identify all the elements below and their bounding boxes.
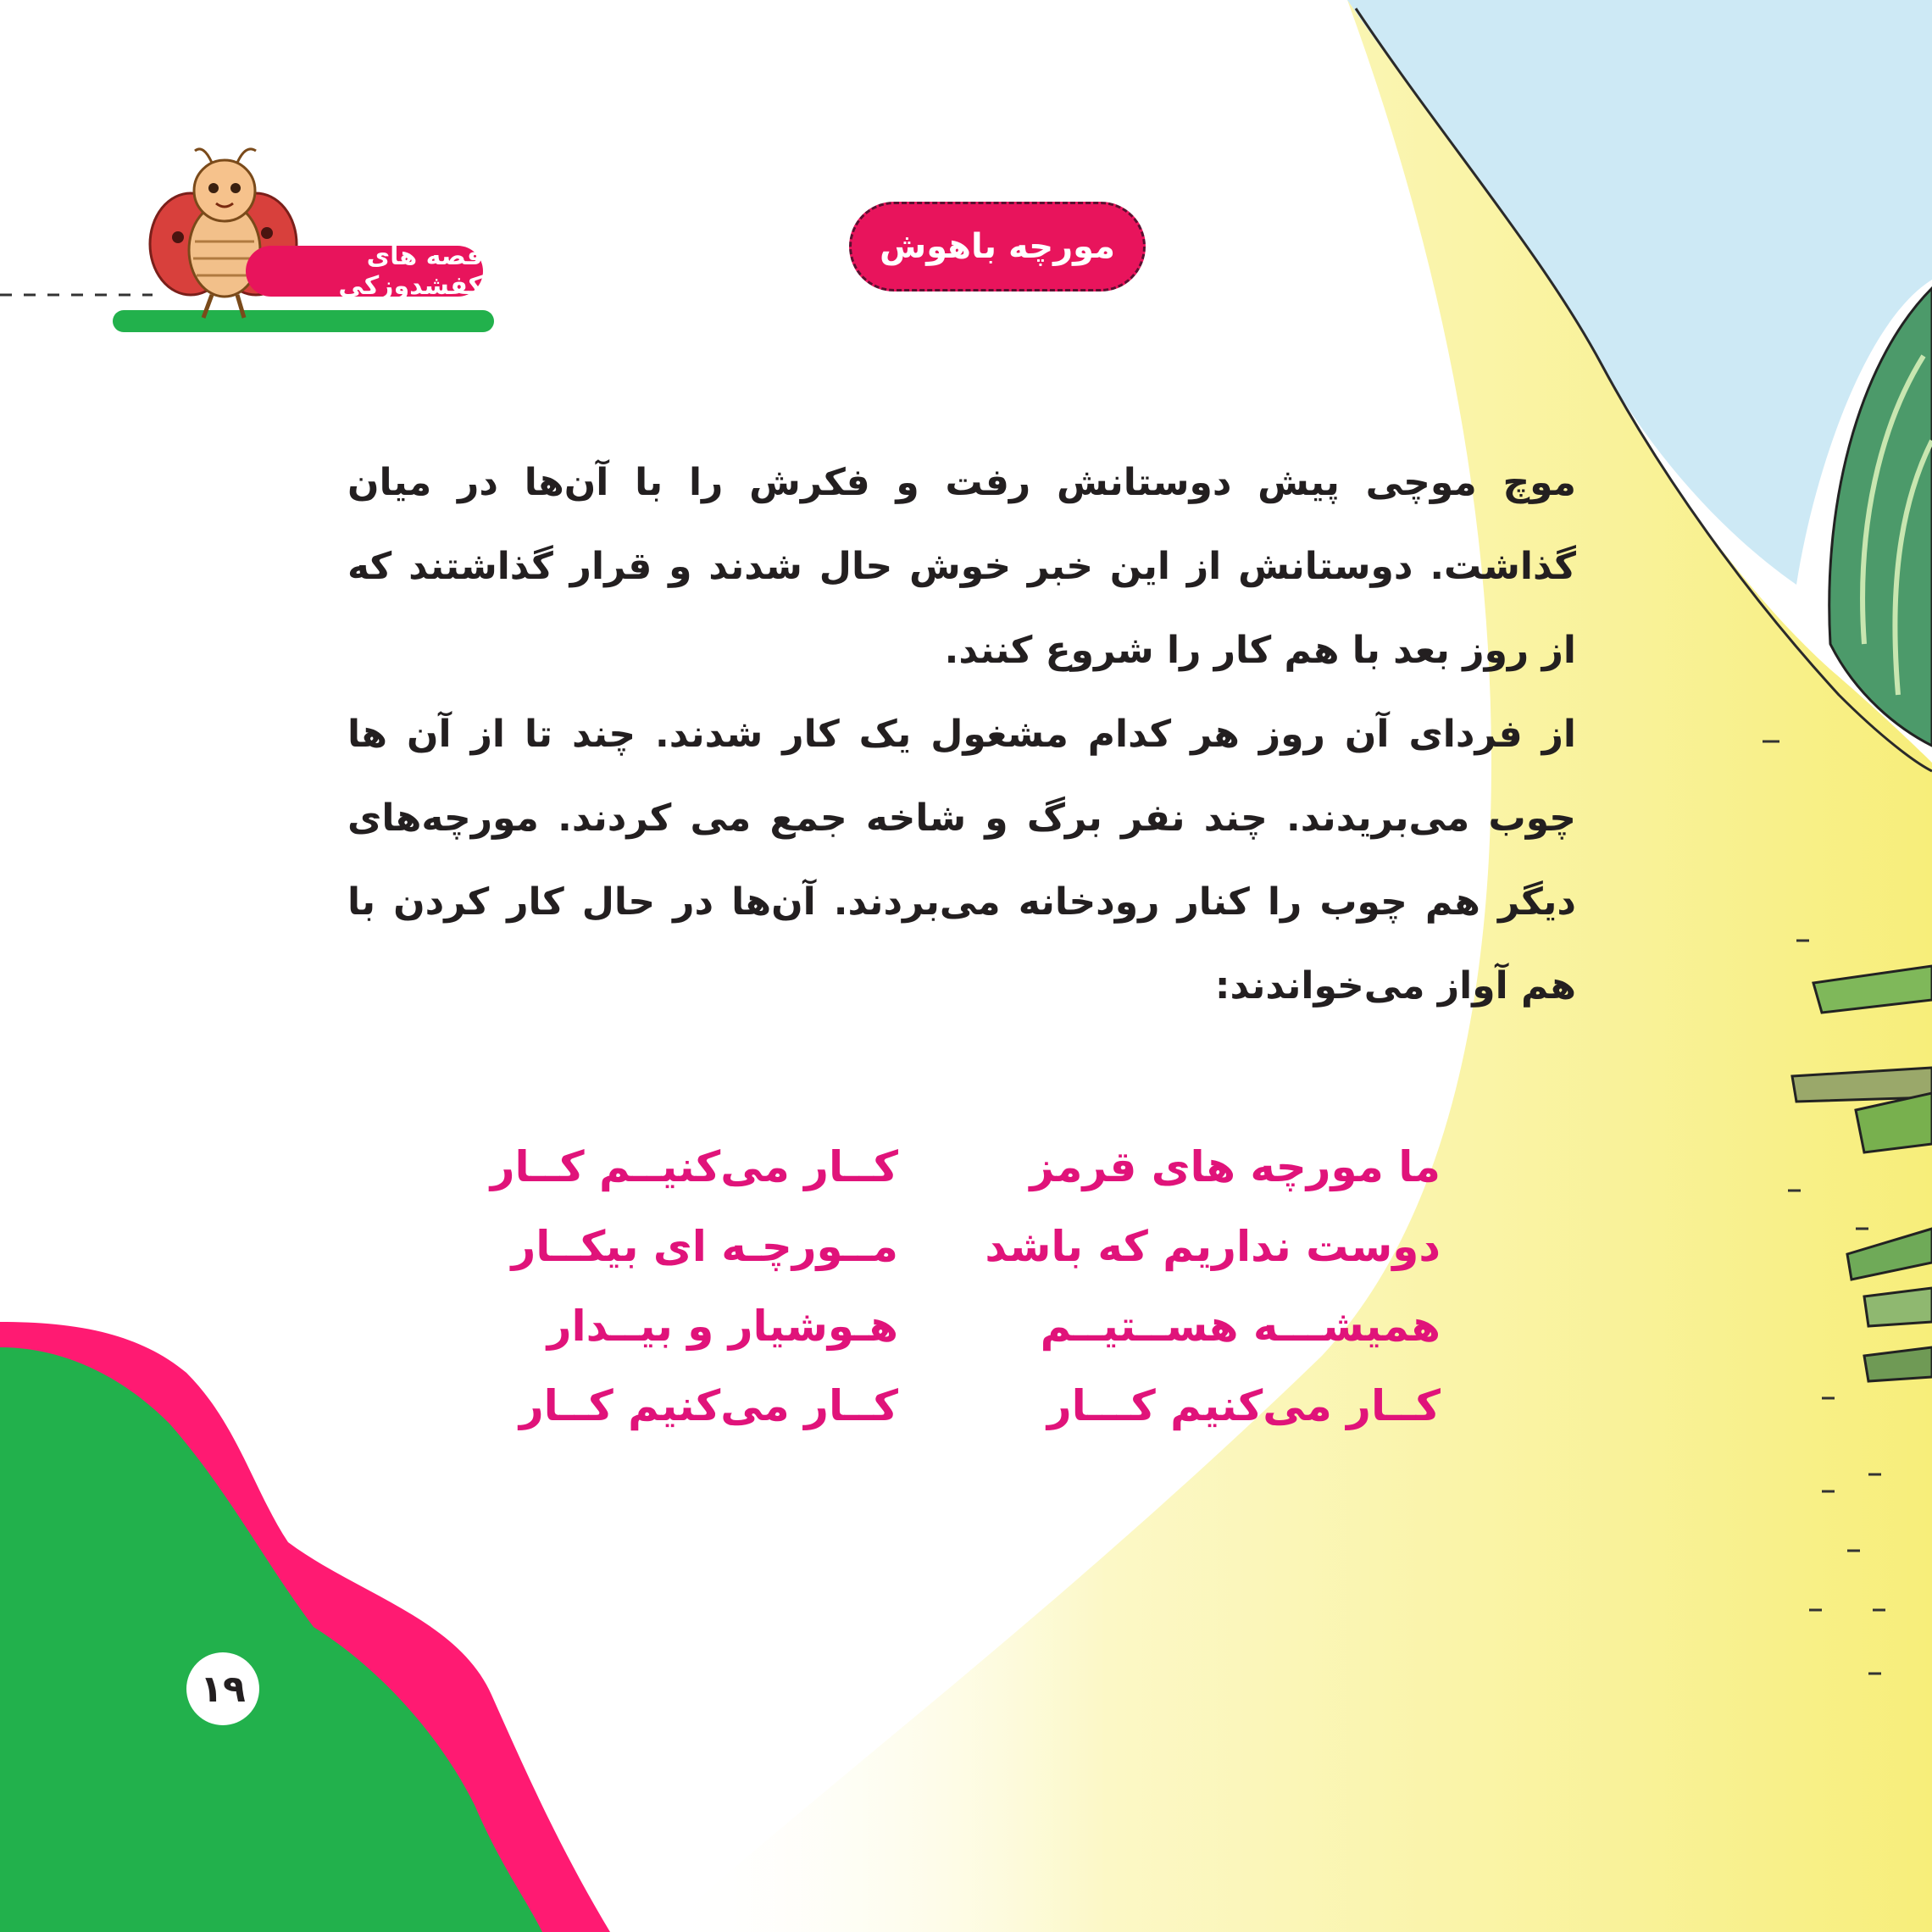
poem-line: کــار می‌کنیم کــار	[519, 1381, 898, 1430]
poem-right-column	[966, 1127, 1441, 1446]
poem-line: همیشـــه هســتیــم	[1040, 1302, 1441, 1351]
page-title: مورچه باهوش	[849, 202, 1146, 291]
poem-line: مــورچـه ای بیکــار	[511, 1222, 898, 1271]
story-paragraph: موچ موچی پیش دوستانش رفت و فکرش را با آن‌ها در میان گذاشت. دوستانش از این خبر خوش حال شدند و قرار گذاشتند که از روز بعد با هم کار را شروع کنند.	[347, 461, 1576, 672]
page-number: ۱۹	[186, 1652, 259, 1725]
poem-line: دوست نداریم که باشد	[985, 1222, 1441, 1271]
poem-line: کــار می‌کنیم کـــار	[1046, 1381, 1441, 1430]
story-paragraph: از فردای آن روز هر کدام مشغول یک کار شدند. چند تا از آن ها چوب می‌بریدند. چند نفر برگ و شاخه جمع می کردند. مورچه‌های دیگر هم چوب را کنار رودخانه می‌بردند. آن‌ها در حال کار کردن با هم آواز می‌خواندند:	[347, 713, 1576, 1008]
series-label: قصه های کفشدوزکی	[246, 246, 483, 297]
poem-line: کــار می‌کنیــم کــار	[490, 1142, 898, 1191]
poem-line: هـوشیار و بیــدار	[547, 1302, 898, 1351]
poem-left-column	[424, 1127, 898, 1446]
poem-line: ما مورچه های قرمز	[1030, 1142, 1441, 1191]
story-text	[347, 441, 1576, 1028]
